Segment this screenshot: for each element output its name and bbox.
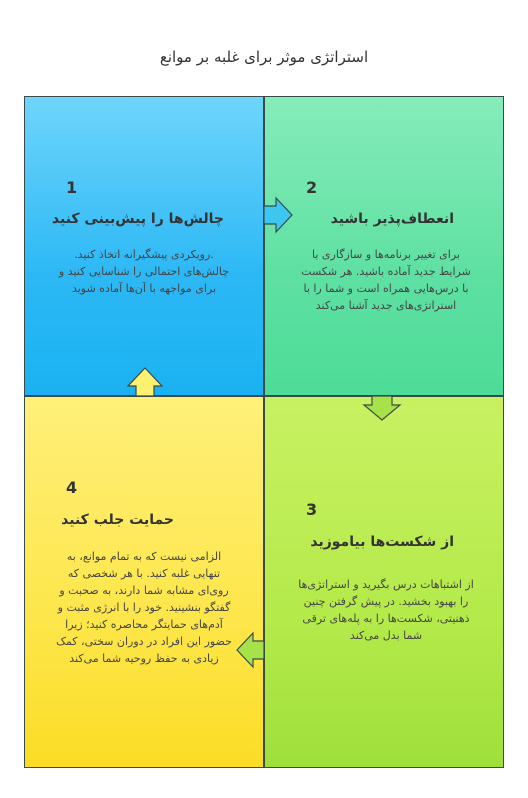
step-1-number: 1 <box>66 178 78 197</box>
step-3-text: از اشتباهات درس بگیرید و استراتژی‌ها را بهبود بخشید. در پیش گرفتن چنین ذهنیتی، شکست‌ها را به پله‌های ترقی شما بدل می‌کند <box>298 578 474 642</box>
step-4-text: الزامی نیست که به تمام موانع، به تنهایی غلبه کنید. با هر شخصی که روی‌ای مشابه شما دارند، به صحبت و گفتگو بنشینید. خود را با انرژی مثبت و آدم‌های حمایتگر محاصره کنید؛ زیرا حضور این افراد در دوران سختی، کمک زیادی به حفظ روحیه شما می‌کند <box>56 550 232 665</box>
step-3-heading: از شکست‌ها بیاموزید <box>310 534 454 550</box>
diagram-title: استراتژی موثر برای غلبه بر موانع <box>159 48 369 66</box>
arrow-left-icon <box>237 633 264 667</box>
step-4-number: 4 <box>66 478 78 497</box>
step-1-heading: چالش‌ها را پیش‌بینی کنید <box>51 211 224 227</box>
arrow-down-icon <box>364 396 400 420</box>
arrow-right-icon <box>264 198 292 232</box>
step-2-heading: انعطاف‌پذیر باشید <box>330 211 454 227</box>
arrow-up-icon <box>128 368 162 396</box>
step-1-text: .رویکردی پیشگیرانه اتخاذ کنید. چالش‌های احتمالی را شناسایی کنید و برای مواجهه با آن‌ها آماده شوید <box>58 248 230 295</box>
step-4-heading: حمایت جلب کنید <box>61 512 174 528</box>
step-2-text: برای تغییر برنامه‌ها و سازگاری با شرایط جدید آماده باشید. هر شکست با درس‌هایی همراه است و شما را با استراتژی‌های جدید آشنا می‌کند <box>301 248 471 312</box>
step-3-number: 3 <box>306 500 318 519</box>
step-2-number: 2 <box>306 178 318 197</box>
